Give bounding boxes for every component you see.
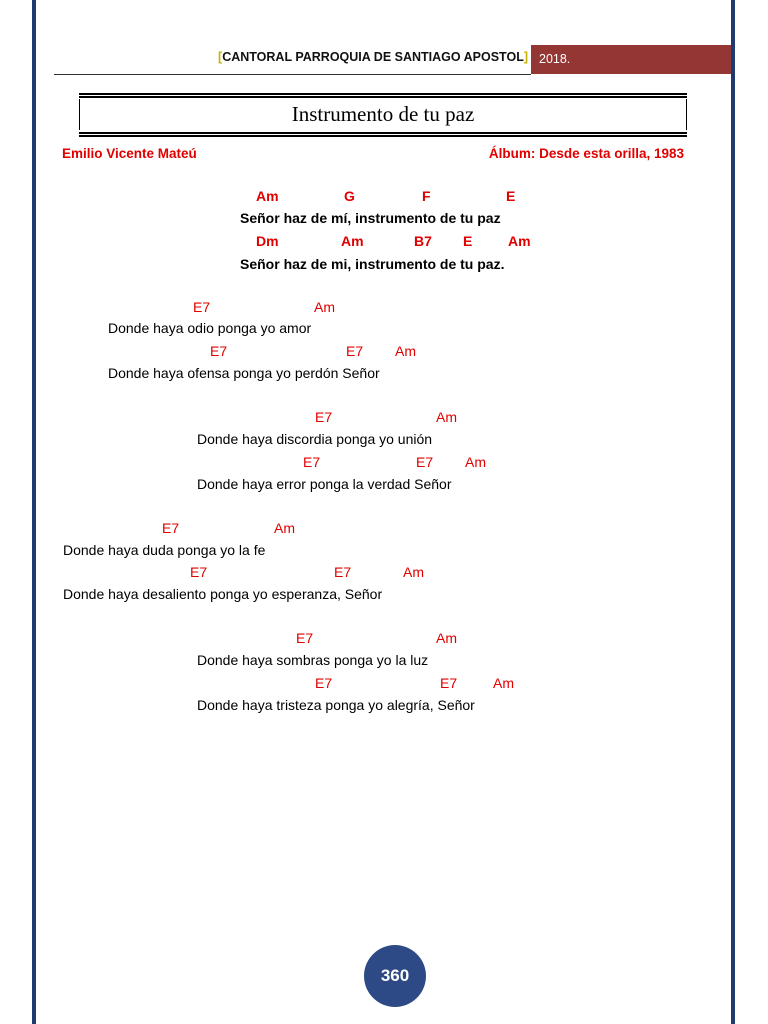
lyric-line: Donde haya error ponga la verdad Señor bbox=[197, 476, 452, 492]
header-divider bbox=[54, 74, 531, 75]
chord: Am bbox=[395, 343, 416, 359]
chord: Am bbox=[256, 188, 279, 204]
chord: Dm bbox=[256, 233, 279, 249]
chord: E7 bbox=[296, 630, 314, 646]
chord: Am bbox=[403, 564, 424, 580]
header-year: 2018. bbox=[531, 45, 731, 74]
lyric-line: Donde haya sombras ponga yo la luz bbox=[197, 652, 429, 668]
chord: E7 bbox=[346, 343, 364, 359]
song-title: Instrumento de tu paz bbox=[79, 99, 687, 130]
chord: E7 bbox=[315, 409, 333, 425]
chord: Am bbox=[436, 409, 457, 425]
chord: E7 bbox=[162, 520, 180, 536]
chord: E7 bbox=[190, 564, 208, 580]
chord: E7 bbox=[303, 454, 321, 470]
lyric-line: Donde haya odio ponga yo amor bbox=[108, 320, 312, 336]
lyric-line: Donde haya discordia ponga yo unión bbox=[197, 431, 433, 447]
page-left-border bbox=[32, 0, 36, 1024]
chord: E bbox=[506, 188, 516, 204]
chord: E7 bbox=[440, 675, 458, 691]
header-title: [CANTORAL PARROQUIA DE SANTIAGO APOSTOL] bbox=[218, 50, 528, 64]
lyric-line: Donde haya duda ponga yo la fe bbox=[63, 542, 266, 558]
chord: E7 bbox=[334, 564, 352, 580]
chord: Am bbox=[314, 299, 335, 315]
chord: Am bbox=[274, 520, 295, 536]
chord: E7 bbox=[210, 343, 228, 359]
chord: Am bbox=[493, 675, 514, 691]
song-title-box bbox=[79, 93, 687, 137]
lyric-line: Señor haz de mí, instrumento de tu paz bbox=[240, 210, 501, 226]
chord: E7 bbox=[193, 299, 211, 315]
song-album: Álbum: Desde esta orilla, 1983 bbox=[488, 146, 684, 161]
chord: E7 bbox=[416, 454, 434, 470]
song-author: Emilio Vicente Mateú bbox=[62, 146, 197, 161]
chord: Am bbox=[508, 233, 531, 249]
chord: B7 bbox=[414, 233, 432, 249]
chord: G bbox=[344, 188, 355, 204]
page-number-badge: 360 bbox=[364, 945, 426, 1007]
lyric-line: Donde haya desaliento ponga yo esperanza, Señor bbox=[63, 586, 383, 602]
chord: Am bbox=[341, 233, 364, 249]
page-right-border bbox=[731, 0, 735, 1024]
header-title-text: CANTORAL PARROQUIA DE SANTIAGO APOSTOL bbox=[222, 50, 524, 64]
chord: E bbox=[463, 233, 473, 249]
lyric-line: Señor haz de mi, instrumento de tu paz. bbox=[240, 256, 505, 272]
chord: Am bbox=[465, 454, 486, 470]
chord: F bbox=[422, 188, 431, 204]
lyric-line: Donde haya ofensa ponga yo perdón Señor bbox=[108, 365, 380, 381]
chord: Am bbox=[436, 630, 457, 646]
lyric-line: Donde haya tristeza ponga yo alegría, Señor bbox=[197, 697, 475, 713]
chord: E7 bbox=[315, 675, 333, 691]
